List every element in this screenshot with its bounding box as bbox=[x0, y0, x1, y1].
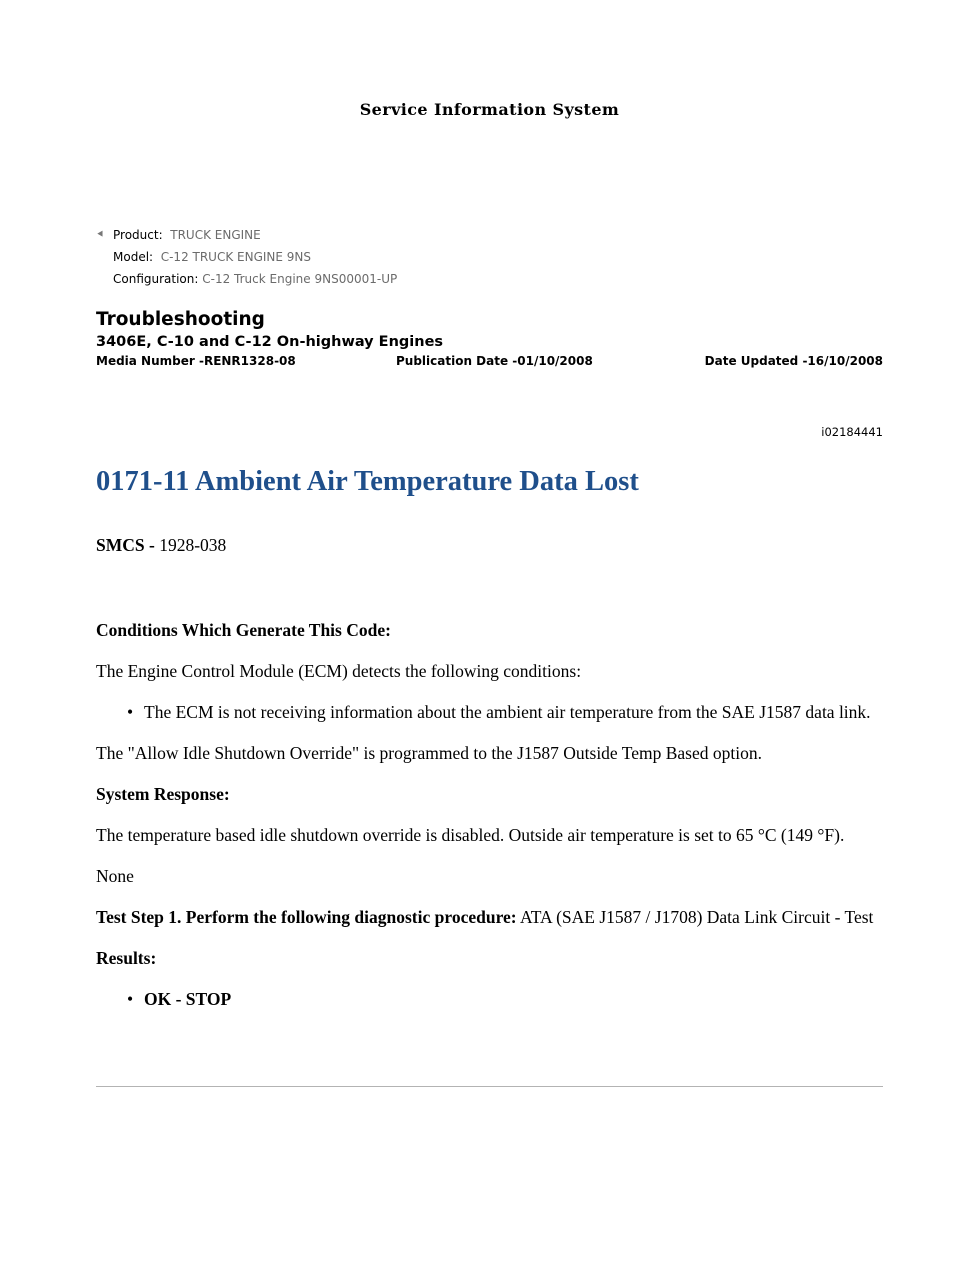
product-info bbox=[96, 224, 397, 290]
system-response-heading: System Response: bbox=[96, 784, 230, 804]
configuration-row bbox=[96, 268, 397, 290]
product-row bbox=[96, 224, 397, 246]
smcs-label: SMCS - bbox=[96, 535, 155, 555]
test-step bbox=[96, 906, 883, 928]
conditions-intro: The Engine Control Module (ECM) detects the following conditions: bbox=[96, 661, 582, 681]
conditions-heading: Conditions Which Generate This Code: bbox=[96, 620, 391, 640]
bullet-icon: • bbox=[127, 702, 134, 722]
divider bbox=[96, 1086, 883, 1087]
document-type: Troubleshooting bbox=[96, 309, 265, 330]
configuration-value: C-12 Truck Engine 9NS00001-UP bbox=[202, 272, 398, 286]
publication-info bbox=[96, 354, 883, 372]
condition-text: The ECM is not receiving information about the ambient air temperature from the SAE J1587 data link. bbox=[144, 702, 871, 722]
smcs-line bbox=[96, 534, 883, 556]
test-step-text: ATA (SAE J1587 / J1708) Data Link Circuit - Test bbox=[520, 907, 874, 927]
results-heading: Results: bbox=[96, 948, 157, 968]
conditions-list bbox=[96, 701, 883, 723]
model-label: Model: bbox=[113, 250, 154, 264]
system-response-text: The temperature based idle shutdown override is disabled. Outside air temperature is set to 65 °C (149 °F). bbox=[96, 825, 845, 845]
list-item bbox=[127, 701, 883, 723]
system-title: Service Information System bbox=[359, 100, 620, 119]
programming-note: The "Allow Idle Shutdown Override" is programmed to the J1587 Outside Temp Based option. bbox=[96, 743, 762, 763]
test-step-label: Test Step 1. Perform the following diagnostic procedure: bbox=[96, 907, 517, 927]
result-text: OK - STOP bbox=[144, 989, 232, 1009]
configuration-label: Configuration: bbox=[113, 272, 199, 286]
document-subtitle: 3406E, C-10 and C-12 On-highway Engines bbox=[96, 334, 444, 350]
results-list bbox=[96, 988, 883, 1010]
date-updated: Date Updated -16/10/2008 bbox=[704, 354, 883, 368]
back-arrow-icon[interactable]: ⯇ bbox=[96, 228, 105, 241]
model-row bbox=[96, 246, 397, 268]
publication-date: Publication Date -01/10/2008 bbox=[396, 354, 593, 368]
model-value: C-12 TRUCK ENGINE 9NS bbox=[160, 250, 312, 264]
product-label: Product: bbox=[113, 228, 163, 242]
article-body bbox=[96, 464, 883, 1010]
media-number: Media Number -RENR1328-08 bbox=[96, 354, 296, 368]
smcs-value: 1928-038 bbox=[159, 535, 227, 555]
document-id: i02184441 bbox=[821, 425, 883, 439]
list-item bbox=[127, 988, 883, 1010]
page-title: 0171-11 Ambient Air Temperature Data Lost bbox=[96, 466, 639, 497]
document-header bbox=[96, 309, 883, 372]
bullet-icon: • bbox=[127, 989, 134, 1009]
none-text: None bbox=[96, 866, 134, 886]
product-value: TRUCK ENGINE bbox=[170, 228, 261, 242]
